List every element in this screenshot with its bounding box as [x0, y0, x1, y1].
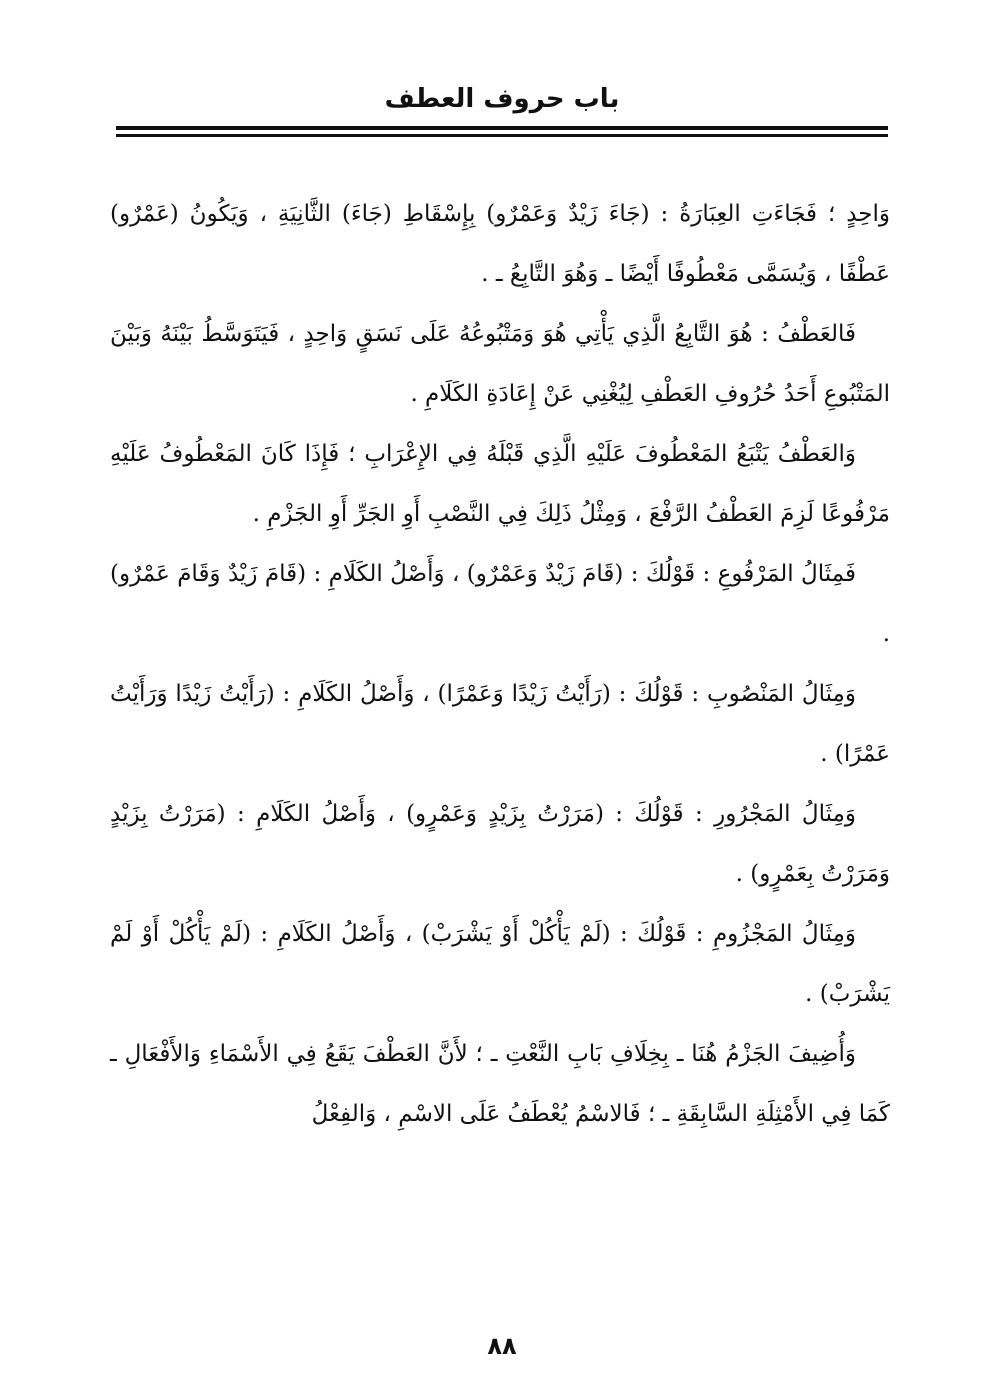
paragraph: فَالعَطْفُ : هُوَ التَّابِعُ الَّذِي يَأْتِي هُوَ وَمَتْبُوعُهُ عَلَى نَسَقٍ وَاحِدٍ ، فَيَتَوَسَّطُ بَيْنَهُ وَبَيْنَ المَتْبُوعِ أَحَدُ حُرُوفِ العَطْفِ لِيُغْنِي عَنْ إِعَادَةِ الكَلَامِ .	[110, 321, 890, 407]
header-rule-top	[116, 126, 888, 130]
paragraph: وَالعَطْفُ يَتْبَعُ المَعْطُوفَ عَلَيْهِ الَّذِي قَبْلَهُ فِي الإِعْرَابِ ؛ فَإِذَا كَانَ المَعْطُوفُ عَلَيْهِ مَرْفُوعًا لَزِمَ العَطْفُ الرَّفْعَ ، وَمِثْلُ ذَلِكَ فِي النَّصْبِ أَوِ الجَرِّ أَوِ الجَزْمِ .	[110, 441, 890, 527]
paragraph: وَأُضِيفَ الجَزْمُ هُنَا ـ بِخِلَافِ بَابِ النَّعْتِ ـ ؛ لأَنَّ العَطْفَ يَقَعُ فِي الأَسْمَاءِ وَالأَفْعَالِ ـ كَمَا فِي الأَمْثِلَةِ السَّابِقَةِ ـ ؛ فَالاسْمُ يُعْطَفُ عَلَى الاسْمِ ، وَالفِعْلُ	[110, 1041, 890, 1127]
paragraph: فَمِثَالُ المَرْفُوعِ : قَوْلُكَ : (قَامَ زَيْدٌ وَعَمْرٌو) ، وَأَصْلُ الكَلَامِ : (قَامَ زَيْدٌ وَقَامَ عَمْرٌو) .	[110, 561, 890, 647]
header-rule-bottom	[116, 134, 888, 137]
paragraph: وَاحِدٍ ؛ فَجَاءَتِ العِبَارَةُ : (جَاءَ زَيْدٌ وَعَمْرٌو) بِإِسْقَاطِ (جَاءَ) الثَّانِيَةِ ، وَيَكُونُ (عَمْرٌو) عَطْفًا ، وَيُسَمَّى مَعْطُوفًا أَيْضًا ـ وَهُوَ التَّابِعُ ـ .	[110, 201, 890, 287]
paragraph: وَمِثَالُ المَجْزُومِ : قَوْلُكَ : (لَمْ يَأْكُلْ أَوْ يَشْرَبْ) ، وَأَصْلُ الكَلَامِ : (لَمْ يَأْكُلْ أَوْ لَمْ يَشْرَبْ) .	[110, 921, 890, 1007]
page-body	[110, 184, 890, 1144]
page-number: ٨٨	[487, 1332, 517, 1360]
page-header-title: باب حروف العطف	[384, 84, 620, 114]
paragraph: وَمِثَالُ المَنْصُوبِ : قَوْلُكَ : (رَأَيْتُ زَيْدًا وَعَمْرًا) ، وَأَصْلُ الكَلَامِ : (رَأَيْتُ زَيْدًا وَرَأَيْتُ عَمْرًا) .	[110, 681, 890, 767]
paragraph: وَمِثَالُ المَجْرُورِ : قَوْلُكَ : (مَرَرْتُ بِزَيْدٍ وَعَمْرٍو) ، وَأَصْلُ الكَلَامِ : (مَرَرْتُ بِزَيْدٍ وَمَرَرْتُ بِعَمْرٍو) .	[110, 801, 890, 887]
